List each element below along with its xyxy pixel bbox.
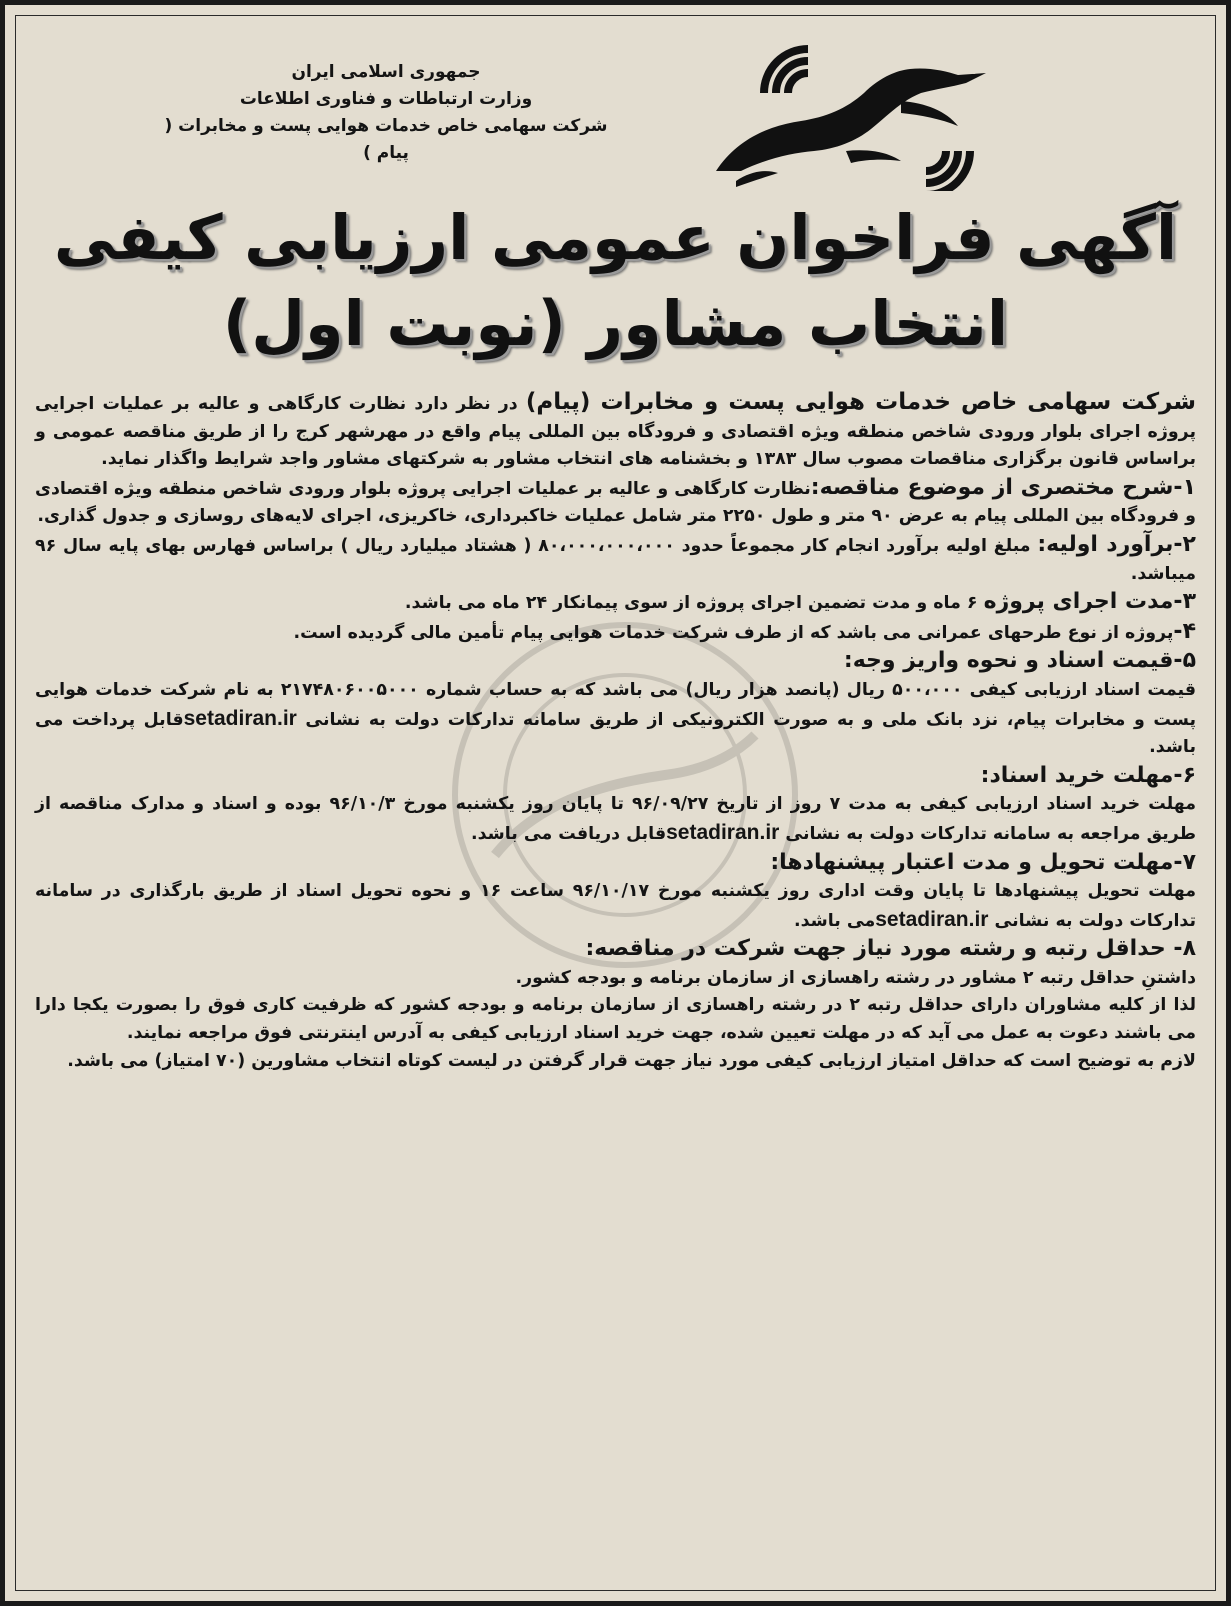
- section-7-heading-line: [35, 849, 1196, 879]
- section-7-site-link[interactable]: setadiran.ir: [875, 907, 989, 931]
- intro-lead: شرکت سهامی خاص خدمات هوایی پست و مخابرات (پیام): [525, 389, 1196, 415]
- section-2-heading: ۲-برآورد اولیه:: [1037, 531, 1196, 557]
- section-4-number: ۴-: [1173, 618, 1196, 644]
- ministry-header: [146, 59, 626, 167]
- section-5-heading: ۵-قیمت اسناد و نحوه واریز وجه:: [843, 648, 1196, 674]
- section-5-text-b: قابل پرداخت می باشد.: [35, 709, 1196, 758]
- section-8-heading: ۸- حداقل رتبه و رشته مورد نیاز جهت شرکت در مناقصه:: [585, 936, 1196, 962]
- section-6-body: [35, 791, 1196, 848]
- section-2-text: مبلغ اولیه برآورد انجام کار مجموعاً حدود ۸۰،۰۰۰،۰۰۰،۰۰۰ ( هشتاد میلیارد ریال ) براساس فهارس بهای پایه سال ۹۶ میباشد.: [35, 535, 1196, 584]
- section-7-body: [35, 878, 1196, 935]
- section-1: [35, 474, 1196, 531]
- section-3-heading: ۳-مدت اجرای پروژه: [983, 589, 1196, 615]
- header: [45, 31, 1186, 181]
- intro-text: در نظر دارد نظارت کارگاهی و عالیه بر عملیات اجرایی پروژه اجرای بلوار ورودی شاخص منطقه ویژه اقتصادی و فرودگاه بین المللی پیام واقع در مهرشهر کرج را از طریق مناقصه عمومی و براساس قانون برگزاری مناقصات مصوب سال ۱۳۸۳ و بخشنامه های انتخاب مشاور به شرکتهای مشاور واجد شرایط واگذار نماید.: [35, 394, 1196, 470]
- section-3-text: ۶ ماه و مدت تضمین اجرای پروژه از سوی پیمانکار ۲۴ ماه می باشد.: [404, 593, 984, 614]
- section-1-heading: ۱-شرح مختصری از موضوع مناقصه:: [810, 474, 1196, 500]
- gov-line-1: جمهوری اسلامی ایران: [291, 62, 481, 82]
- section-4: [35, 618, 1196, 648]
- section-7-text-b: می باشد.: [794, 910, 876, 931]
- section-7-text-a: مهلت تحویل پیشنهادها تا پایان وقت اداری روز یکشنبه مورخ ۹۶/۱۰/۱۷ ساعت ۱۶ و نحوه تحویل اسناد از طریق بارگذاری در سامانه تدارکات دولت به نشانی: [35, 881, 1197, 931]
- section-5-site-link[interactable]: setadiran.ir: [183, 706, 297, 730]
- section-8-paragraph-3: لازم به توضیح است که حداقل امتیاز ارزیابی کیفی مورد نیاز جهت قرار گرفتن در لیست کوتاه انتخاب مشاورین (۷۰ امتیاز) می باشد.: [67, 1050, 1196, 1071]
- title-block: [5, 195, 1226, 367]
- gov-line-2: وزارت ارتباطات و فناوری اطلاعات: [239, 89, 533, 109]
- section-6-heading-line: [35, 762, 1196, 792]
- payam-bird-logo-icon: [696, 31, 1016, 191]
- section-6-text-a: مهلت خرید اسناد ارزیابی کیفی به مدت ۷ روز از تاریخ ۹۶/۰۹/۲۷ تا پایان روز یکشنبه مورخ ۹۶/۱۰/۳ بوده و اسناد و مدارک مناقصه از طریق مراجعه به سامانه تدارکات دولت به نشانی: [35, 794, 1196, 844]
- section-2: [35, 531, 1196, 588]
- section-7-heading: ۷-مهلت تحویل و مدت اعتبار پیشنهادها:: [770, 849, 1196, 875]
- section-1-text: نظارت کارگاهی و عالیه بر عملیات اجرایی پروژه بلوار ورودی شاخص منطقه ویژه اقتصادی و فرودگاه بین المللی پیام به عرض ۹۰ متر و طول ۲۲۵۰ متر شامل عملیات خاکبرداری، خاکریزی، اجرای لایه‌های روسازی و جدول گذاری.: [35, 478, 1196, 527]
- section-8-paragraph-2: لذا از کلیه مشاوران دارای حداقل رتبه ۲ در رشته راهسازی از سازمان برنامه و بودجه کشور که ظرفیت کاری فوق را بصورت یکجا دارا می باشند دعوت به عمل می آید که در مهلت تعیین شده، جهت خرید اسناد ارزیابی کیفی به آدرس اینترنتی فوق مراجعه نمایند.: [35, 995, 1196, 1044]
- section-4-text: پروژه از نوع طرحهای عمرانی می باشد که از طرف شرکت خدمات هوایی پیام تأمین مالی گردیده است.: [293, 622, 1174, 643]
- section-6-heading: ۶-مهلت خرید اسناد:: [980, 762, 1196, 788]
- section-3: [35, 588, 1196, 618]
- section-5-text-a: قیمت اسناد ارزیابی کیفی ۵۰۰،۰۰۰ ریال (پانصد هزار ریال) می باشد که به حساب شماره ۲۱۷۴۸۰۶۰۰۵۰۰۰ به نام شرکت خدمات هوایی پست و مخابرات پیام، نزد بانک ملی و به صورت الکترونیکی از طریق سامانه تدارکات دولت به نشانی: [35, 679, 1196, 730]
- notice-body: [35, 389, 1196, 1075]
- intro-paragraph: [35, 389, 1196, 474]
- section-8-paragraph-1: داشتنِ حداقل رتبه ۲ مشاور در رشته راهسازی از سازمان برنامه و بودجه کشور.: [515, 967, 1196, 988]
- section-6-site-link[interactable]: setadiran.ir: [666, 820, 780, 844]
- section-5-heading-line: [35, 647, 1196, 677]
- section-5-body: [35, 677, 1196, 762]
- title-line-2: انتخاب مشاور (نوبت اول): [222, 287, 1009, 360]
- gov-line-3: شرکت سهامی خاص خدمات هوایی پست و مخابرات ( پیام ): [164, 116, 608, 163]
- title-line-1: آگهی فراخوان عمومی ارزیابی کیفی: [53, 201, 1178, 274]
- section-6-text-b: قابل دریافت می باشد.: [471, 823, 667, 844]
- section-8-heading-line: [35, 935, 1196, 965]
